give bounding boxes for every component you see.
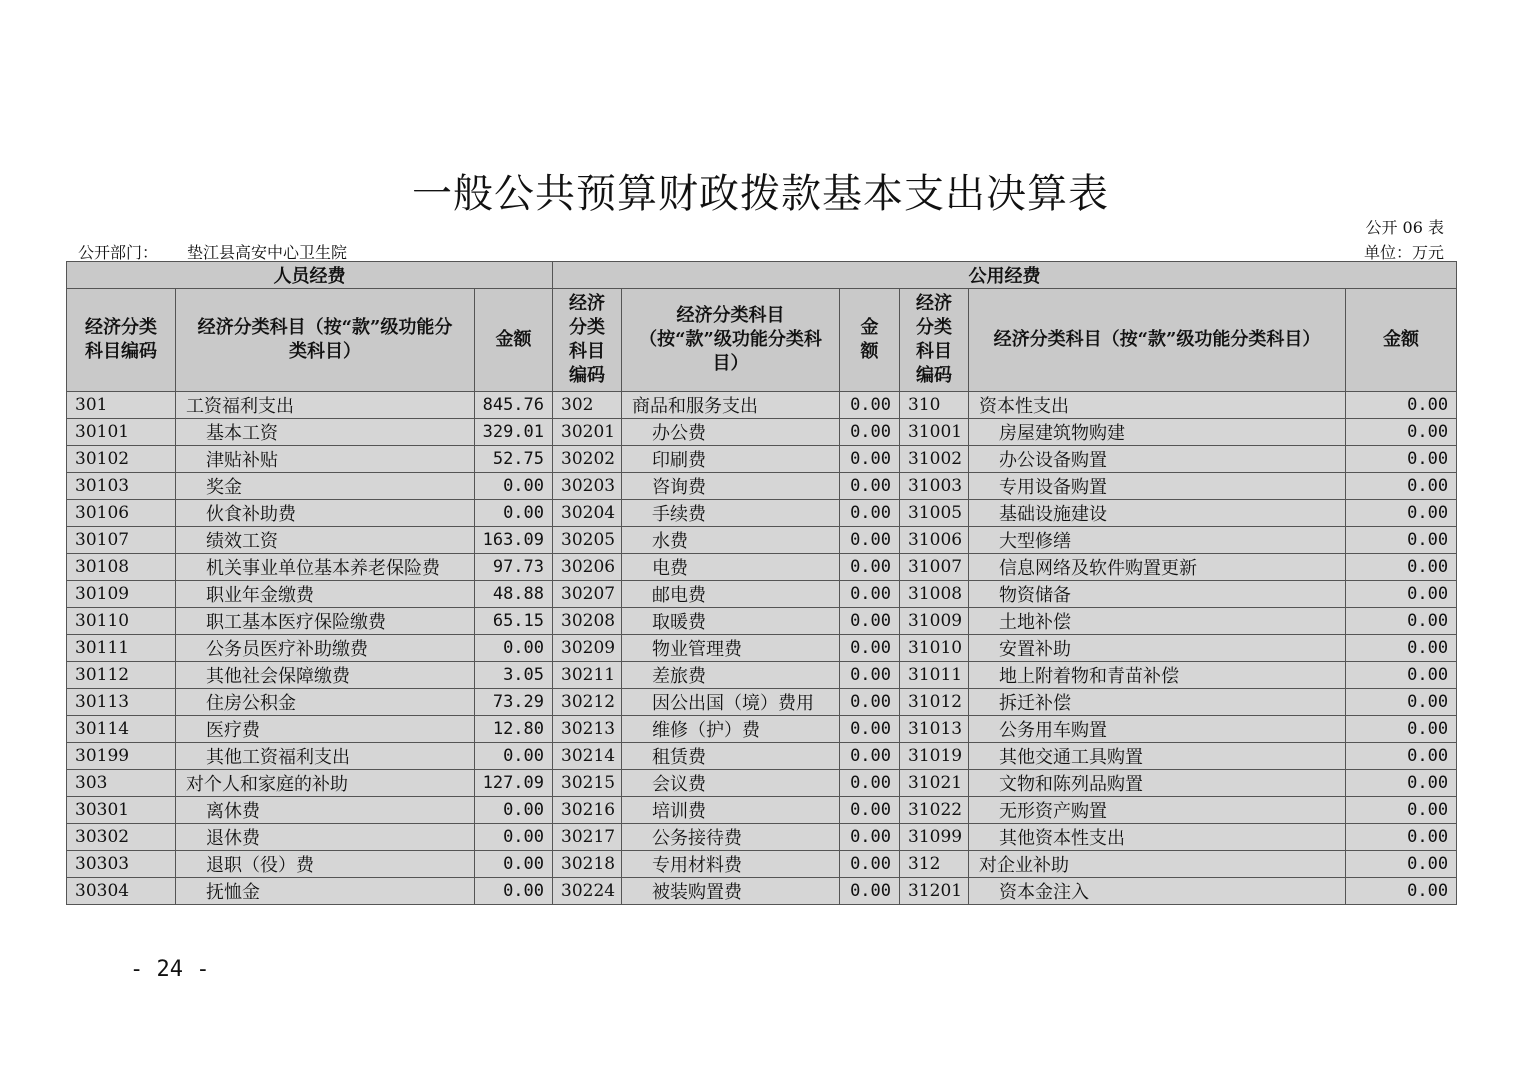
goods-name-cell: 培训费 <box>622 797 840 824</box>
capital-amount-cell: 0.00 <box>1346 527 1457 554</box>
personnel-amount-cell: 0.00 <box>475 743 553 770</box>
capital-amount-cell: 0.00 <box>1346 878 1457 905</box>
personnel-name-cell: 其他社会保障缴费 <box>176 662 475 689</box>
personnel-code-cell: 30102 <box>67 446 176 473</box>
personnel-code-cell: 30111 <box>67 635 176 662</box>
goods-code-cell: 30214 <box>553 743 622 770</box>
capital-name-cell: 拆迁补偿 <box>969 689 1346 716</box>
goods-code-cell: 30224 <box>553 878 622 905</box>
capital-code-cell: 31002 <box>900 446 969 473</box>
goods-name-cell: 邮电费 <box>622 581 840 608</box>
capital-code-cell: 31003 <box>900 473 969 500</box>
personnel-code-cell: 30302 <box>67 824 176 851</box>
table-row <box>67 554 1457 581</box>
personnel-amount-cell: 97.73 <box>475 554 553 581</box>
personnel-name-cell: 退休费 <box>176 824 475 851</box>
goods-name-cell: 电费 <box>622 554 840 581</box>
goods-amount-cell: 0.00 <box>840 419 900 446</box>
expenditure-table <box>66 261 1457 905</box>
goods-name-cell: 印刷费 <box>622 446 840 473</box>
header-code-capital: 经济分类科目编码 <box>900 289 969 392</box>
capital-name-cell: 资本性支出 <box>969 392 1346 419</box>
goods-amount-cell: 0.00 <box>840 500 900 527</box>
goods-code-cell: 30206 <box>553 554 622 581</box>
capital-code-cell: 31019 <box>900 743 969 770</box>
capital-code-cell: 31021 <box>900 770 969 797</box>
header-amount-personnel: 金额 <box>475 289 553 392</box>
personnel-amount-cell: 0.00 <box>475 824 553 851</box>
personnel-name-cell: 伙食补助费 <box>176 500 475 527</box>
goods-name-cell: 因公出国（境）费用 <box>622 689 840 716</box>
personnel-code-cell: 30199 <box>67 743 176 770</box>
capital-code-cell: 31001 <box>900 419 969 446</box>
group-header-personnel: 人员经费 <box>67 262 553 289</box>
table-row <box>67 770 1457 797</box>
personnel-code-cell: 30113 <box>67 689 176 716</box>
goods-code-cell: 30212 <box>553 689 622 716</box>
capital-name-cell: 其他交通工具购置 <box>969 743 1346 770</box>
personnel-code-cell: 30304 <box>67 878 176 905</box>
capital-name-cell: 安置补助 <box>969 635 1346 662</box>
capital-amount-cell: 0.00 <box>1346 473 1457 500</box>
personnel-code-cell: 30101 <box>67 419 176 446</box>
table-number: 公开 06 表 <box>1365 218 1444 237</box>
goods-amount-cell: 0.00 <box>840 635 900 662</box>
personnel-code-cell: 303 <box>67 770 176 797</box>
goods-code-cell: 30215 <box>553 770 622 797</box>
goods-name-cell: 维修（护）费 <box>622 716 840 743</box>
capital-name-cell: 公务用车购置 <box>969 716 1346 743</box>
capital-name-cell: 办公设备购置 <box>969 446 1346 473</box>
goods-name-cell: 水费 <box>622 527 840 554</box>
table-row <box>67 473 1457 500</box>
goods-name-cell: 办公费 <box>622 419 840 446</box>
header-amount-capital: 金额 <box>1346 289 1457 392</box>
capital-amount-cell: 0.00 <box>1346 446 1457 473</box>
goods-amount-cell: 0.00 <box>840 743 900 770</box>
table-row <box>67 419 1457 446</box>
capital-amount-cell: 0.00 <box>1346 797 1457 824</box>
personnel-amount-cell: 73.29 <box>475 689 553 716</box>
goods-name-cell: 手续费 <box>622 500 840 527</box>
goods-code-cell: 30213 <box>553 716 622 743</box>
goods-name-cell: 被装购置费 <box>622 878 840 905</box>
capital-name-cell: 大型修缮 <box>969 527 1346 554</box>
goods-name-cell: 咨询费 <box>622 473 840 500</box>
personnel-name-cell: 离休费 <box>176 797 475 824</box>
goods-code-cell: 30202 <box>553 446 622 473</box>
personnel-name-cell: 绩效工资 <box>176 527 475 554</box>
header-amount-goods: 金额 <box>840 289 900 392</box>
table-row <box>67 689 1457 716</box>
personnel-name-cell: 职业年金缴费 <box>176 581 475 608</box>
capital-amount-cell: 0.00 <box>1346 662 1457 689</box>
capital-name-cell: 文物和陈列品购置 <box>969 770 1346 797</box>
capital-amount-cell: 0.00 <box>1346 770 1457 797</box>
personnel-code-cell: 30112 <box>67 662 176 689</box>
personnel-amount-cell: 0.00 <box>475 851 553 878</box>
capital-code-cell: 31008 <box>900 581 969 608</box>
goods-name-cell: 公务接待费 <box>622 824 840 851</box>
capital-code-cell: 31201 <box>900 878 969 905</box>
goods-amount-cell: 0.00 <box>840 851 900 878</box>
personnel-name-cell: 对个人和家庭的补助 <box>176 770 475 797</box>
page-number: - 24 - <box>130 957 210 982</box>
personnel-code-cell: 30103 <box>67 473 176 500</box>
personnel-name-cell: 奖金 <box>176 473 475 500</box>
capital-name-cell: 信息网络及软件购置更新 <box>969 554 1346 581</box>
table-row <box>67 824 1457 851</box>
personnel-name-cell: 津贴补贴 <box>176 446 475 473</box>
goods-code-cell: 30216 <box>553 797 622 824</box>
goods-code-cell: 30217 <box>553 824 622 851</box>
personnel-amount-cell: 845.76 <box>475 392 553 419</box>
goods-name-cell: 物业管理费 <box>622 635 840 662</box>
capital-name-cell: 其他资本性支出 <box>969 824 1346 851</box>
capital-amount-cell: 0.00 <box>1346 851 1457 878</box>
capital-name-cell: 对企业补助 <box>969 851 1346 878</box>
personnel-name-cell: 退职（役）费 <box>176 851 475 878</box>
personnel-code-cell: 301 <box>67 392 176 419</box>
personnel-name-cell: 工资福利支出 <box>176 392 475 419</box>
goods-amount-cell: 0.00 <box>840 770 900 797</box>
goods-amount-cell: 0.00 <box>840 689 900 716</box>
table-row <box>67 392 1457 419</box>
header-name-personnel: 经济分类科目（按“款”级功能分类科目） <box>176 289 475 392</box>
capital-name-cell: 房屋建筑物购建 <box>969 419 1346 446</box>
personnel-code-cell: 30107 <box>67 527 176 554</box>
personnel-amount-cell: 0.00 <box>475 878 553 905</box>
goods-amount-cell: 0.00 <box>840 716 900 743</box>
goods-amount-cell: 0.00 <box>840 662 900 689</box>
goods-code-cell: 30203 <box>553 473 622 500</box>
personnel-amount-cell: 329.01 <box>475 419 553 446</box>
goods-code-cell: 302 <box>553 392 622 419</box>
personnel-amount-cell: 0.00 <box>475 635 553 662</box>
capital-code-cell: 31005 <box>900 500 969 527</box>
personnel-code-cell: 30109 <box>67 581 176 608</box>
capital-code-cell: 310 <box>900 392 969 419</box>
capital-code-cell: 31010 <box>900 635 969 662</box>
goods-amount-cell: 0.00 <box>840 392 900 419</box>
capital-amount-cell: 0.00 <box>1346 581 1457 608</box>
table-row <box>67 851 1457 878</box>
goods-code-cell: 30205 <box>553 527 622 554</box>
department-label: 公开部门： <box>78 243 159 262</box>
capital-name-cell: 专用设备购置 <box>969 473 1346 500</box>
personnel-code-cell: 30303 <box>67 851 176 878</box>
capital-amount-cell: 0.00 <box>1346 392 1457 419</box>
capital-amount-cell: 0.00 <box>1346 689 1457 716</box>
personnel-code-cell: 30114 <box>67 716 176 743</box>
capital-amount-cell: 0.00 <box>1346 743 1457 770</box>
capital-amount-cell: 0.00 <box>1346 500 1457 527</box>
capital-code-cell: 31012 <box>900 689 969 716</box>
goods-name-cell: 会议费 <box>622 770 840 797</box>
goods-code-cell: 30208 <box>553 608 622 635</box>
table-row <box>67 662 1457 689</box>
goods-amount-cell: 0.00 <box>840 797 900 824</box>
personnel-name-cell: 医疗费 <box>176 716 475 743</box>
goods-code-cell: 30204 <box>553 500 622 527</box>
personnel-amount-cell: 0.00 <box>475 797 553 824</box>
table-row <box>67 743 1457 770</box>
capital-amount-cell: 0.00 <box>1346 419 1457 446</box>
capital-code-cell: 312 <box>900 851 969 878</box>
goods-amount-cell: 0.00 <box>840 554 900 581</box>
personnel-name-cell: 职工基本医疗保险缴费 <box>176 608 475 635</box>
personnel-amount-cell: 52.75 <box>475 446 553 473</box>
header-name-goods: 经济分类科目（按“款”级功能分类科目） <box>622 289 840 392</box>
table-row <box>67 500 1457 527</box>
goods-code-cell: 30201 <box>553 419 622 446</box>
goods-amount-cell: 0.00 <box>840 473 900 500</box>
goods-code-cell: 30211 <box>553 662 622 689</box>
personnel-code-cell: 30108 <box>67 554 176 581</box>
personnel-name-cell: 住房公积金 <box>176 689 475 716</box>
goods-code-cell: 30218 <box>553 851 622 878</box>
goods-amount-cell: 0.00 <box>840 527 900 554</box>
table-row <box>67 716 1457 743</box>
personnel-amount-cell: 0.00 <box>475 500 553 527</box>
capital-name-cell: 土地补偿 <box>969 608 1346 635</box>
personnel-amount-cell: 48.88 <box>475 581 553 608</box>
personnel-name-cell: 公务员医疗补助缴费 <box>176 635 475 662</box>
header-code-goods: 经济分类科目编码 <box>553 289 622 392</box>
personnel-code-cell: 30106 <box>67 500 176 527</box>
capital-name-cell: 无形资产购置 <box>969 797 1346 824</box>
capital-code-cell: 31022 <box>900 797 969 824</box>
goods-code-cell: 30209 <box>553 635 622 662</box>
goods-amount-cell: 0.00 <box>840 608 900 635</box>
table-row <box>67 446 1457 473</box>
goods-amount-cell: 0.00 <box>840 581 900 608</box>
capital-name-cell: 地上附着物和青苗补偿 <box>969 662 1346 689</box>
header-name-capital: 经济分类科目（按“款”级功能分类科目） <box>969 289 1346 392</box>
goods-amount-cell: 0.00 <box>840 446 900 473</box>
table-row <box>67 527 1457 554</box>
table-row <box>67 635 1457 662</box>
personnel-amount-cell: 127.09 <box>475 770 553 797</box>
capital-code-cell: 31099 <box>900 824 969 851</box>
capital-name-cell: 基础设施建设 <box>969 500 1346 527</box>
capital-code-cell: 31007 <box>900 554 969 581</box>
capital-code-cell: 31011 <box>900 662 969 689</box>
page-title: 一般公共预算财政拨款基本支出决算表 <box>412 171 1109 217</box>
goods-name-cell: 专用材料费 <box>622 851 840 878</box>
department-name: 垫江县高安中心卫生院 <box>187 243 348 262</box>
capital-amount-cell: 0.00 <box>1346 716 1457 743</box>
goods-name-cell: 商品和服务支出 <box>622 392 840 419</box>
personnel-name-cell: 机关事业单位基本养老保险费 <box>176 554 475 581</box>
goods-amount-cell: 0.00 <box>840 824 900 851</box>
capital-amount-cell: 0.00 <box>1346 824 1457 851</box>
table-row <box>67 581 1457 608</box>
capital-amount-cell: 0.00 <box>1346 608 1457 635</box>
personnel-amount-cell: 163.09 <box>475 527 553 554</box>
goods-name-cell: 差旅费 <box>622 662 840 689</box>
goods-name-cell: 取暖费 <box>622 608 840 635</box>
personnel-amount-cell: 12.80 <box>475 716 553 743</box>
personnel-code-cell: 30110 <box>67 608 176 635</box>
personnel-amount-cell: 0.00 <box>475 473 553 500</box>
group-header-public: 公用经费 <box>553 262 1457 289</box>
unit-label: 单位：万元 <box>1363 243 1444 262</box>
personnel-name-cell: 基本工资 <box>176 419 475 446</box>
capital-code-cell: 31009 <box>900 608 969 635</box>
personnel-amount-cell: 65.15 <box>475 608 553 635</box>
capital-code-cell: 31013 <box>900 716 969 743</box>
table-row <box>67 878 1457 905</box>
capital-amount-cell: 0.00 <box>1346 554 1457 581</box>
header-code-personnel: 经济分类科目编码 <box>67 289 176 392</box>
personnel-amount-cell: 3.05 <box>475 662 553 689</box>
table-row <box>67 608 1457 635</box>
personnel-name-cell: 抚恤金 <box>176 878 475 905</box>
capital-code-cell: 31006 <box>900 527 969 554</box>
goods-name-cell: 租赁费 <box>622 743 840 770</box>
table-row <box>67 797 1457 824</box>
goods-amount-cell: 0.00 <box>840 878 900 905</box>
capital-amount-cell: 0.00 <box>1346 635 1457 662</box>
goods-code-cell: 30207 <box>553 581 622 608</box>
capital-name-cell: 物资储备 <box>969 581 1346 608</box>
personnel-code-cell: 30301 <box>67 797 176 824</box>
personnel-name-cell: 其他工资福利支出 <box>176 743 475 770</box>
capital-name-cell: 资本金注入 <box>969 878 1346 905</box>
